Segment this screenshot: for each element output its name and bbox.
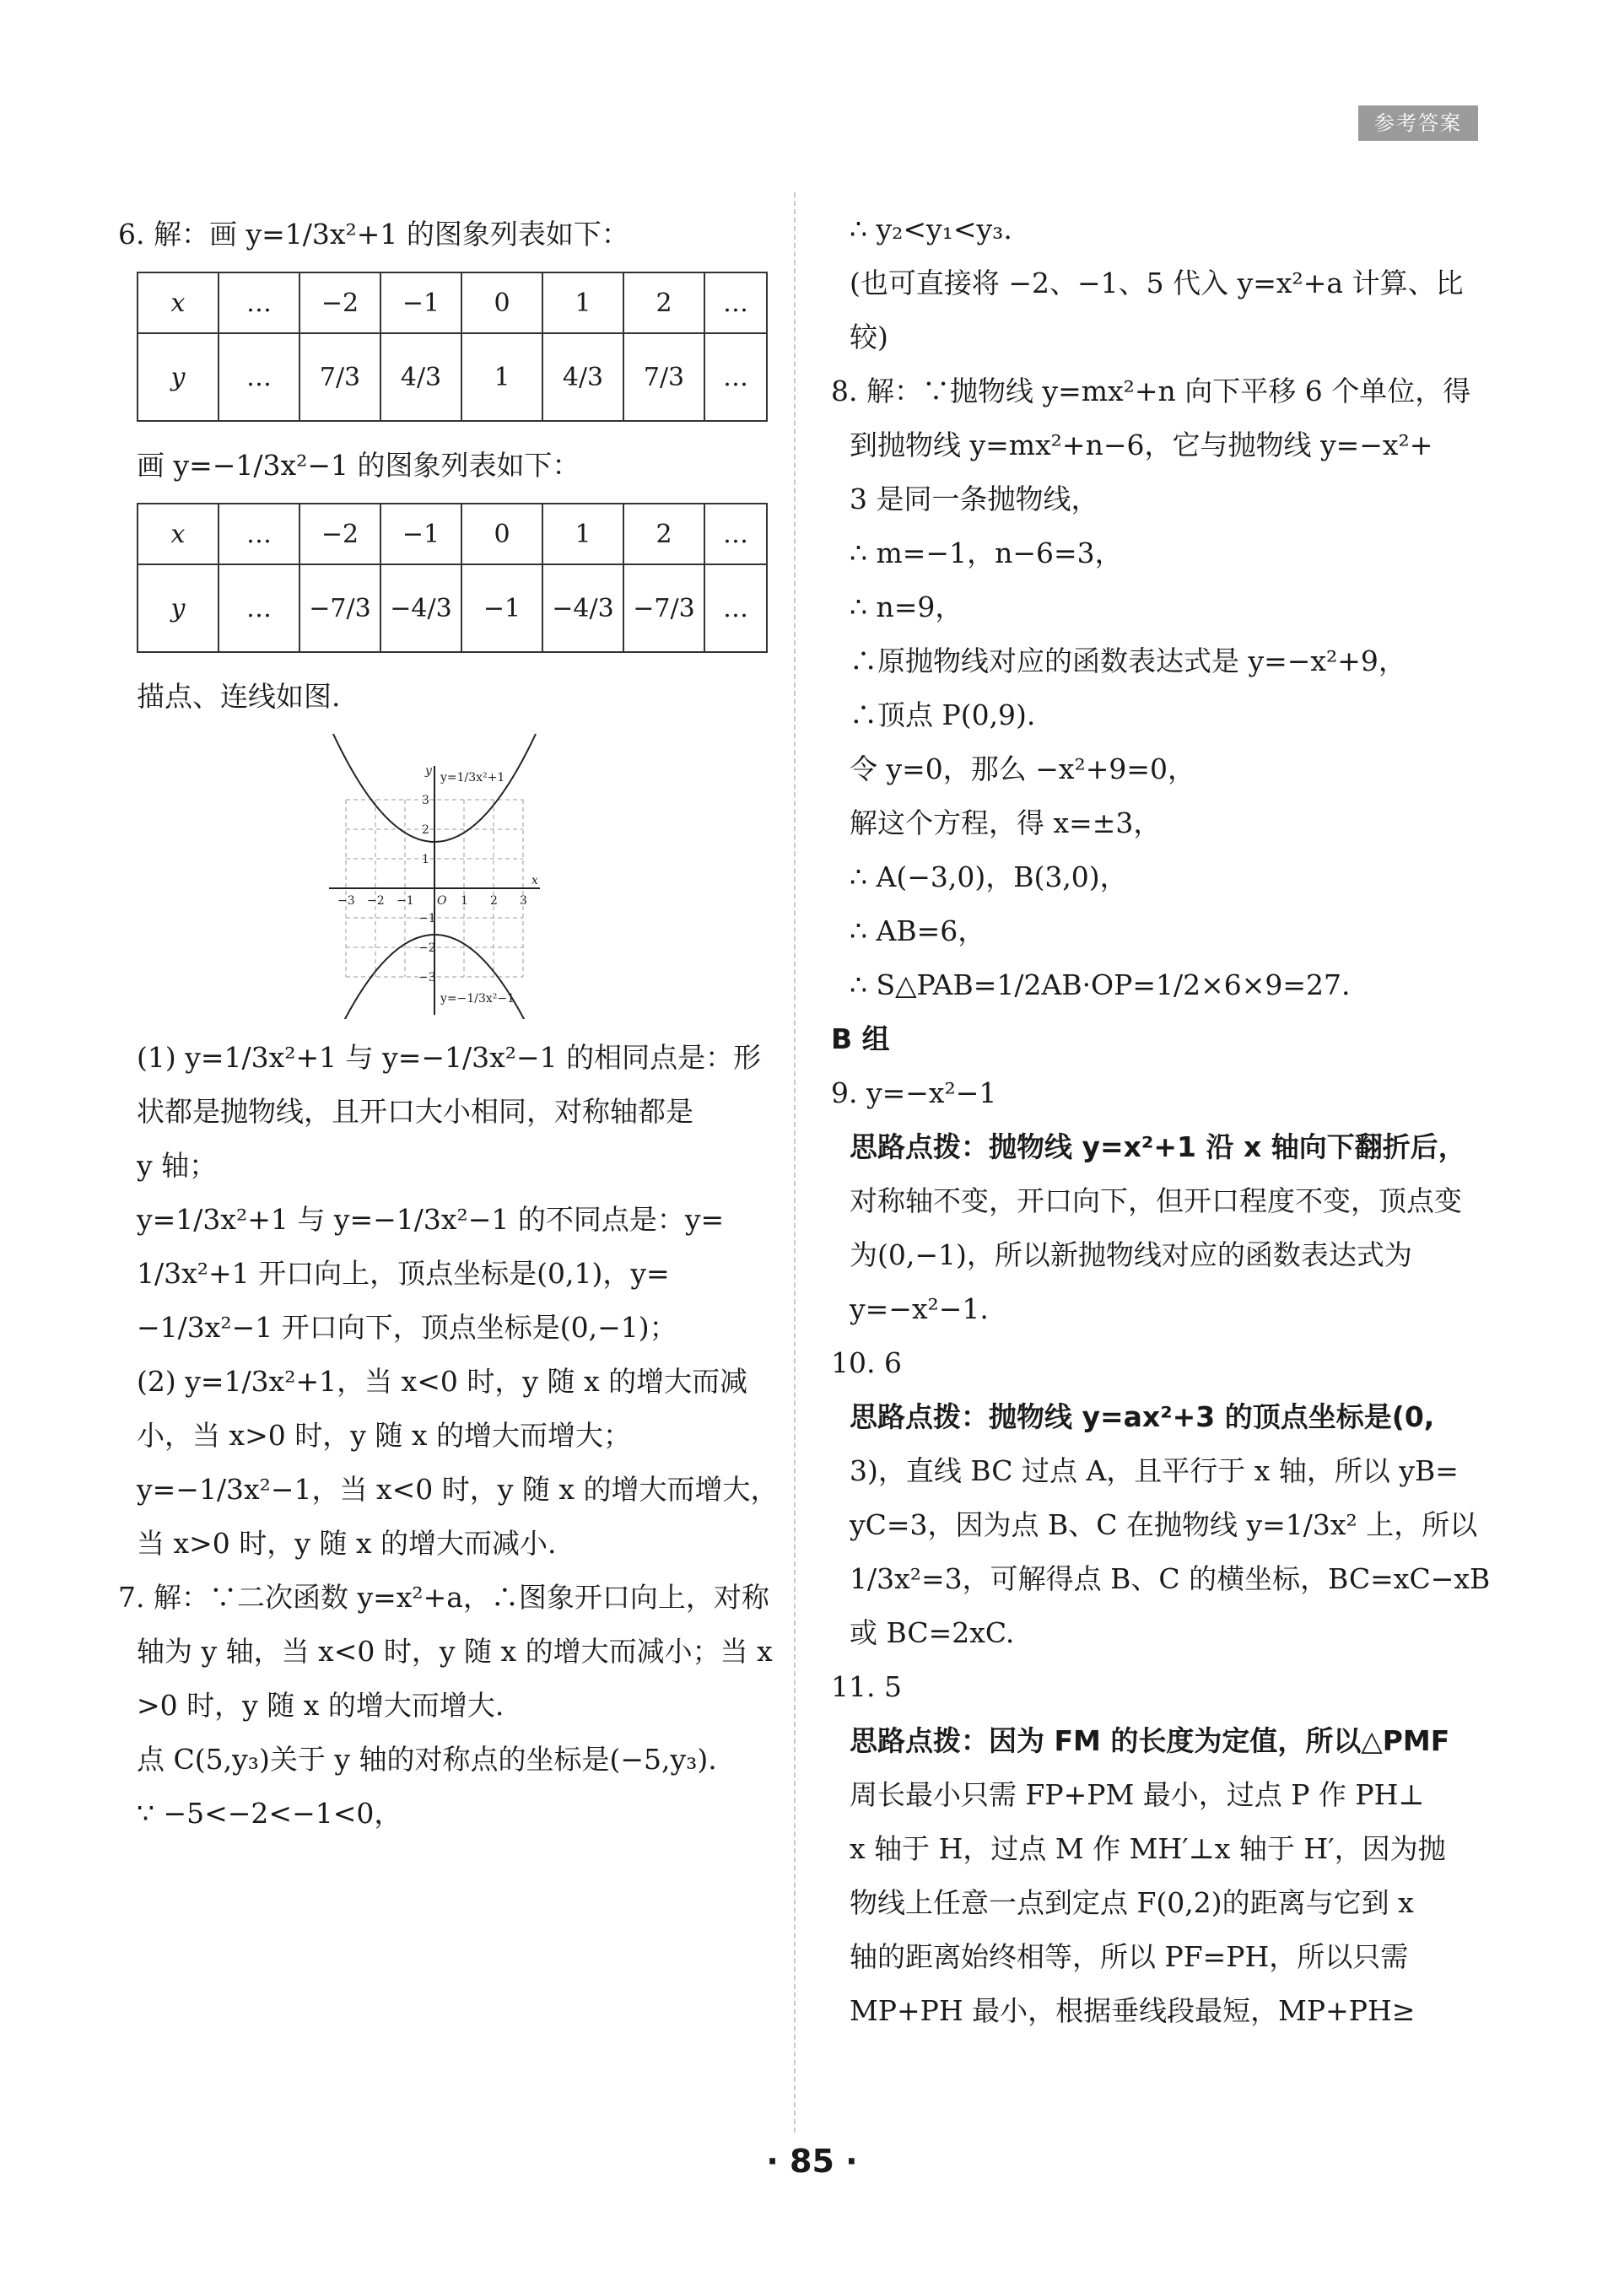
y-tick: −2 <box>418 941 436 955</box>
table-cell: … <box>219 333 299 421</box>
text-line: 7. 解：∵二次函数 y=x²+a，∴图象开口向上，对称 <box>118 1581 769 1614</box>
right-column <box>831 202 1489 2038</box>
text-line: ∴ AB=6， <box>850 914 986 947</box>
text-line: 1/3x²=3，可解得点 B、C 的横坐标，BC=xC−xB <box>850 1562 1491 1595</box>
table-cell: −2 <box>299 272 380 333</box>
text-line: 到抛物线 y=mx²+n−6，它与抛物线 y=−x²+ <box>850 429 1433 461</box>
x-tick: −3 <box>337 894 355 908</box>
table-cell: −4/3 <box>542 564 623 652</box>
text-line: 10. 6 <box>831 1346 902 1379</box>
text-line: ∴ n=9， <box>850 590 963 623</box>
table-cell: 1 <box>461 333 542 421</box>
table-cell: −7/3 <box>299 564 380 652</box>
text-line: 对称轴不变，开口向下，但开口程度不变，顶点变 <box>850 1184 1462 1217</box>
table-cell: 0 <box>461 504 542 564</box>
table-cell: −7/3 <box>623 564 704 652</box>
table-1 <box>137 272 768 422</box>
table-cell: … <box>219 564 299 652</box>
text-line: (2) y=1/3x²+1，当 x<0 时，y 随 x 的增大而减 <box>137 1365 748 1398</box>
text-line: 小，当 x>0 时，y 随 x 的增大而增大； <box>137 1419 631 1452</box>
intro-2: 画 y=−1/3x²−1 的图象列表如下： <box>137 449 580 482</box>
y-tick: −3 <box>418 971 436 984</box>
upper-label: y=1/3x²+1 <box>440 771 505 785</box>
table-cell: 7/3 <box>299 333 380 421</box>
text-line: 或 BC=2xC. <box>850 1616 1015 1649</box>
text-line: y=−1/3x²−1，当 x<0 时，y 随 x 的增大而增大， <box>137 1473 779 1506</box>
table-cell: −1 <box>380 272 461 333</box>
table-cell: … <box>704 564 767 652</box>
table-cell: −1 <box>380 504 461 564</box>
table-cell: 1 <box>542 504 623 564</box>
table-cell: 0 <box>461 272 542 333</box>
column-divider <box>794 192 796 2133</box>
x-tick: 3 <box>520 894 527 908</box>
hint-line: 思路点拨：抛物线 y=x²+1 沿 x 轴向下翻折后， <box>850 1130 1466 1163</box>
x-tick: 1 <box>461 894 468 908</box>
text-line: ∴ S△PAB=1/2AB·OP=1/2×6×9=27. <box>850 968 1351 1001</box>
table-cell: x <box>138 272 219 333</box>
text-line: 轴的距离始终相等，所以 PF=PH，所以只需 <box>850 1940 1409 1973</box>
x-tick: −2 <box>367 894 385 908</box>
table-cell: 4/3 <box>542 333 623 421</box>
text-line: y=1/3x²+1 与 y=−1/3x²−1 的不同点是：y= <box>137 1203 725 1236</box>
text-line: yC=3，因为点 B、C 在抛物线 y=1/3x² 上，所以 <box>850 1508 1478 1541</box>
x-tick: −1 <box>397 894 414 908</box>
table-cell: y <box>138 564 219 652</box>
y-tick: 1 <box>422 853 429 866</box>
text-line: ∴ y₂<y₁<y₃. <box>850 213 1012 245</box>
y-tick: 3 <box>422 794 429 807</box>
parabola-graph <box>329 732 548 1019</box>
x-tick: O <box>437 894 447 908</box>
table-cell: y <box>138 333 219 421</box>
table-2 <box>137 503 768 653</box>
text-line: 令 y=0，那么 −x²+9=0， <box>850 752 1196 785</box>
text-line: 3)，直线 BC 过点 A，且平行于 x 轴，所以 yB= <box>850 1454 1459 1487</box>
text-line: >0 时，y 随 x 的增大而增大. <box>137 1689 504 1722</box>
table-cell: −2 <box>299 504 380 564</box>
table-cell: 2 <box>623 504 704 564</box>
table-cell: 4/3 <box>380 333 461 421</box>
text-line: (1) y=1/3x²+1 与 y=−1/3x²−1 的相同点是：形 <box>137 1041 762 1074</box>
hint-line: 思路点拨：因为 FM 的长度为定值，所以△PMF <box>850 1724 1450 1757</box>
text-line: (也可直接将 −2、−1、5 代入 y=x²+a 计算、比 <box>850 267 1464 299</box>
text-line: 9. y=−x²−1 <box>831 1076 997 1109</box>
table-cell: 7/3 <box>623 333 704 421</box>
text-line: 8. 解：∵抛物线 y=mx²+n 向下平移 6 个单位，得 <box>831 375 1471 407</box>
y-tick: −1 <box>418 912 436 925</box>
table-cell: … <box>704 504 767 564</box>
section-tag: 参考答案 <box>1358 105 1478 141</box>
text-line: y 轴； <box>137 1149 218 1182</box>
text-line: 为(0,−1)，所以新抛物线对应的函数表达式为 <box>850 1238 1412 1271</box>
text-line: y=−x²−1. <box>850 1292 989 1325</box>
section-b-heading: B 组 <box>831 1022 890 1055</box>
table-cell: … <box>704 272 767 333</box>
table-cell: … <box>219 272 299 333</box>
table-cell: −4/3 <box>380 564 461 652</box>
text-line: ∴ m=−1，n−6=3， <box>850 537 1123 569</box>
text-line: 3 是同一条抛物线， <box>850 483 1099 515</box>
text-line: 当 x>0 时，y 随 x 的增大而减小. <box>137 1527 557 1560</box>
text-line: 较) <box>850 321 888 353</box>
text-line: 解这个方程，得 x=±3， <box>850 806 1162 839</box>
plot-caption: 描点、连线如图. <box>137 680 341 713</box>
table-cell: 2 <box>623 272 704 333</box>
x-axis-label: x <box>531 874 538 887</box>
text-line: 物线上任意一点到定点 F(0,2)的距离与它到 x <box>850 1886 1414 1919</box>
hint-line: 思路点拨：抛物线 y=ax²+3 的顶点坐标是(0, <box>850 1400 1435 1433</box>
left-column <box>118 202 779 1841</box>
text-line: x 轴于 H，过点 M 作 MH′⊥x 轴于 H′，因为抛 <box>850 1832 1446 1865</box>
table-cell: −1 <box>461 564 542 652</box>
y-axis-label: y <box>425 764 432 778</box>
text-line: ∵ −5<−2<−1<0， <box>137 1797 402 1830</box>
text-line: ∴顶点 P(0,9). <box>850 698 1036 731</box>
q6-intro: 6. 解：画 y=1/3x²+1 的图象列表如下： <box>118 218 629 251</box>
text-line: 1/3x²+1 开口向上，顶点坐标是(0,1)，y= <box>137 1257 670 1290</box>
x-tick: 2 <box>490 894 498 908</box>
text-line: ∴ A(−3,0)，B(3,0)， <box>850 860 1128 893</box>
table-cell: … <box>219 504 299 564</box>
text-line: ∴原抛物线对应的函数表达式是 y=−x²+9， <box>850 644 1406 677</box>
page-number: · 85 · <box>766 2143 858 2180</box>
text-line: 状都是抛物线，且开口大小相同，对称轴都是 <box>137 1095 693 1128</box>
text-line: 11. 5 <box>831 1670 902 1703</box>
y-tick: 2 <box>422 823 429 837</box>
text-line: −1/3x²−1 开口向下，顶点坐标是(0,−1)； <box>137 1311 677 1344</box>
table-cell: … <box>704 333 767 421</box>
table-cell: 1 <box>542 272 623 333</box>
table-cell: x <box>138 504 219 564</box>
text-line: MP+PH 最小，根据垂线段最短，MP+PH≥ <box>850 1994 1416 2027</box>
text-line: 周长最小只需 FP+PM 最小，过点 P 作 PH⊥ <box>850 1778 1425 1811</box>
text-line: 点 C(5,y₃)关于 y 轴的对称点的坐标是(−5,y₃). <box>137 1743 717 1776</box>
text-line: 轴为 y 轴，当 x<0 时，y 随 x 的增大而减小；当 x <box>137 1635 773 1668</box>
lower-label: y=−1/3x²−1 <box>440 992 515 1006</box>
